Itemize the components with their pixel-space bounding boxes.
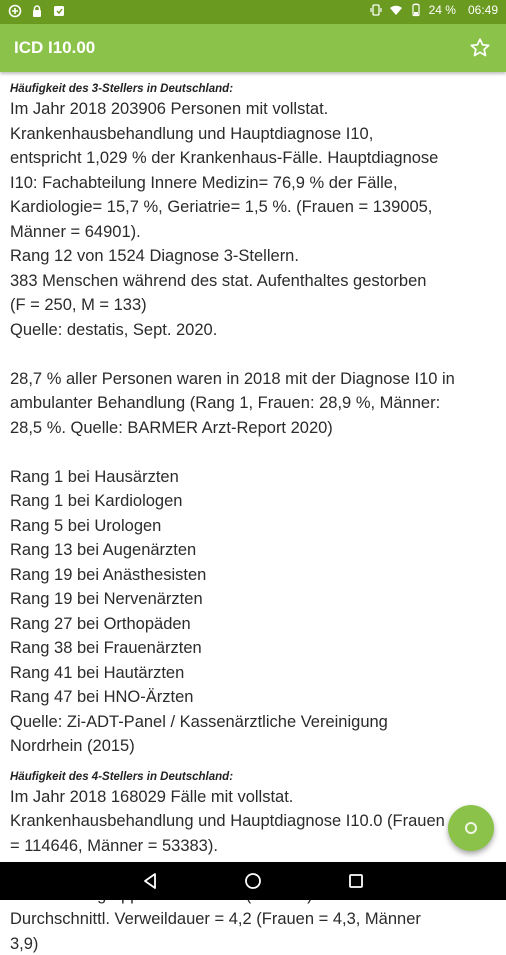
section-title-4-steller: Häufigkeit des 4-Stellers in Deutschland: — [10, 770, 496, 784]
status-bar — [0, 0, 506, 24]
star-outline-icon[interactable] — [468, 36, 492, 60]
content-line: Krankenhausbehandlung und Hauptdiagnose I10.0 (Frauen — [10, 811, 496, 833]
content-line: Rang 5 bei Urologen — [10, 516, 496, 538]
content-line: Rang 47 bei HNO-Ärzten — [10, 687, 496, 709]
content-line: Kardiologie= 15,7 %, Geriatrie= 1,5 %. (Frauen = 139005, — [10, 197, 496, 219]
floating-action-button[interactable] — [448, 805, 494, 851]
status-right — [369, 3, 498, 17]
content-line: Rang 1 bei Kardiologen — [10, 491, 496, 513]
content-line: 28,7 % aller Personen waren in 2018 mit der Diagnose I10 in — [10, 369, 496, 391]
battery-icon — [409, 3, 423, 17]
content-line: Krankenhausbehandlung und Hauptdiagnose I10, — [10, 124, 496, 146]
fab-icon — [465, 822, 477, 834]
content-line: Rang 27 bei Orthopäden — [10, 614, 496, 636]
content-line: Im Jahr 2018 168029 Fälle mit vollstat. — [10, 787, 496, 809]
content-line: Rang 19 bei Nervenärzten — [10, 589, 496, 611]
system-nav-bar — [0, 862, 506, 900]
content-line — [10, 344, 496, 366]
lock-icon — [30, 4, 44, 18]
content-line: Durchschnittl. Verweildauer = 4,2 (Frauen = 4,3, Männer — [10, 909, 496, 931]
content-line: Quelle: Zi-ADT-Panel / Kassenärztliche Vereinigung — [10, 712, 496, 734]
content-line: Rang 41 bei Hautärzten — [10, 663, 496, 685]
content-line: 383 Menschen während des stat. Aufenthaltes gestorben — [10, 271, 496, 293]
section-title-3-steller: Häufigkeit des 3-Stellers in Deutschland: — [10, 82, 496, 96]
detail-content — [0, 72, 506, 862]
app-bar — [0, 24, 506, 72]
content-line: I10: Fachabteilung Innere Medizin= 76,9 % der Fälle, — [10, 173, 496, 195]
content-line: 3,9) — [10, 934, 496, 955]
vpn-key-icon — [8, 4, 22, 18]
content-line: Rang 1 bei Hausärzten — [10, 467, 496, 489]
content-line: Im Jahr 2018 203906 Personen mit vollstat. — [10, 99, 496, 121]
content-line — [10, 442, 496, 464]
content-line: entspricht 1,029 % der Krankenhaus-Fälle. Hauptdiagnose — [10, 148, 496, 170]
content-line: Quelle: destatis, Sept. 2020. — [10, 320, 496, 342]
clock: 06:49 — [468, 3, 498, 17]
vibrate-icon — [369, 3, 383, 17]
wifi-icon — [389, 3, 403, 17]
section-body-3-steller — [10, 99, 496, 758]
status-left-icons — [8, 4, 66, 18]
content-line: = 114646, Männer = 53383). — [10, 836, 496, 858]
battery-percent: 24 % — [429, 3, 456, 17]
content-line: Männer = 64901). — [10, 222, 496, 244]
content-line: (F = 250, M = 133) — [10, 295, 496, 317]
recents-icon[interactable] — [346, 871, 366, 891]
content-line: Rang 19 bei Anästhesisten — [10, 565, 496, 587]
content-line: ambulanter Behandlung (Rang 1, Frauen: 28,9 %, Männer: — [10, 393, 496, 415]
content-line: Rang 12 von 1524 Diagnose 3-Stellern. — [10, 246, 496, 268]
content-line: Nordrhein (2015) — [10, 736, 496, 758]
content-line: 28,5 %. Quelle: BARMER Arzt-Report 2020) — [10, 418, 496, 440]
page-title: ICD I10.00 — [14, 38, 95, 58]
content-line: Rang 13 bei Augenärzten — [10, 540, 496, 562]
back-icon[interactable] — [140, 871, 160, 891]
content-line: Rang 38 bei Frauenärzten — [10, 638, 496, 660]
notification-icon — [52, 4, 66, 18]
home-icon[interactable] — [243, 871, 263, 891]
